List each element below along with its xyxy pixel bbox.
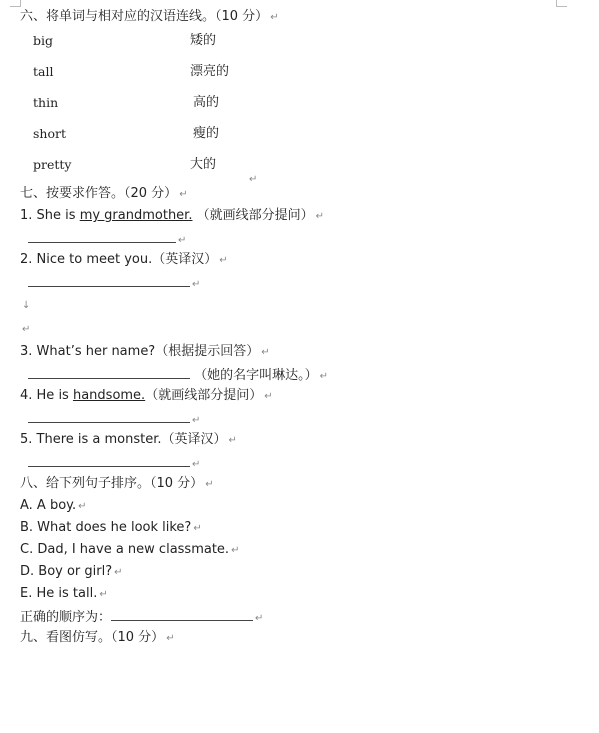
answer-line-4[interactable]: ↵ [28,410,200,429]
sentence-e: E. He is tall. ↵ [20,586,108,601]
word-pretty: pretty [33,157,72,172]
paragraph-mark: ↵ [249,174,258,185]
answer-line-2[interactable]: ↵ [28,274,200,293]
question-1: 1. She is my grandmother. （就画线部分提问） ↵ [20,208,325,223]
word-thin: thin [33,95,59,110]
word-big: big [33,33,54,48]
meaning-tall: 高的 [193,95,220,110]
word-tall: tall [33,64,54,79]
section-6-title: 六、将单词与相对应的汉语连线。（10 分） ↵ [20,9,279,24]
page-corner-right [556,0,567,7]
section-8-title: 八、给下列句子排序。（10 分） ↵ [20,476,214,491]
word-short: short [33,126,66,141]
answer-line-3[interactable]: （她的名字叫琳达。） ↵ [28,366,328,385]
sentence-b: B. What does he look like? ↵ [20,520,202,535]
sentence-a: A. A boy. ↵ [20,498,87,513]
order-answer[interactable]: 正确的顺序为： ↵ [20,610,264,625]
empty-line-mark: ↵ [22,324,31,335]
meaning-pretty: 漂亮的 [190,64,230,79]
answer-line-5[interactable]: ↵ [28,454,200,473]
question-3: 3. What’s her name?（根据提示回答） ↵ [20,344,270,359]
section-7-title: 七、按要求作答。（20 分） ↵ [20,186,188,201]
answer-hint: （她的名字叫琳达。） [194,368,318,383]
question-4: 4. He is handsome.（就画线部分提问） ↵ [20,388,273,403]
page-corner-left [10,0,21,7]
meaning-big: 大的 [190,157,217,172]
answer-line-1[interactable]: ↵ [28,230,186,249]
section-9-title: 九、看图仿写。（10 分） ↵ [20,630,175,645]
question-5: 5. There is a monster.（英译汉） ↵ [20,432,237,447]
empty-line-mark: ↓ [22,300,31,311]
question-2: 2. Nice to meet you.（英译汉） ↵ [20,252,228,267]
meaning-short: 矮的 [190,33,217,48]
sentence-c: C. Dad, I have a new classmate. ↵ [20,542,240,557]
meaning-thin: 瘦的 [193,126,220,141]
order-label: 正确的顺序为： [20,610,112,625]
sentence-d: D. Boy or girl? ↵ [20,564,123,579]
